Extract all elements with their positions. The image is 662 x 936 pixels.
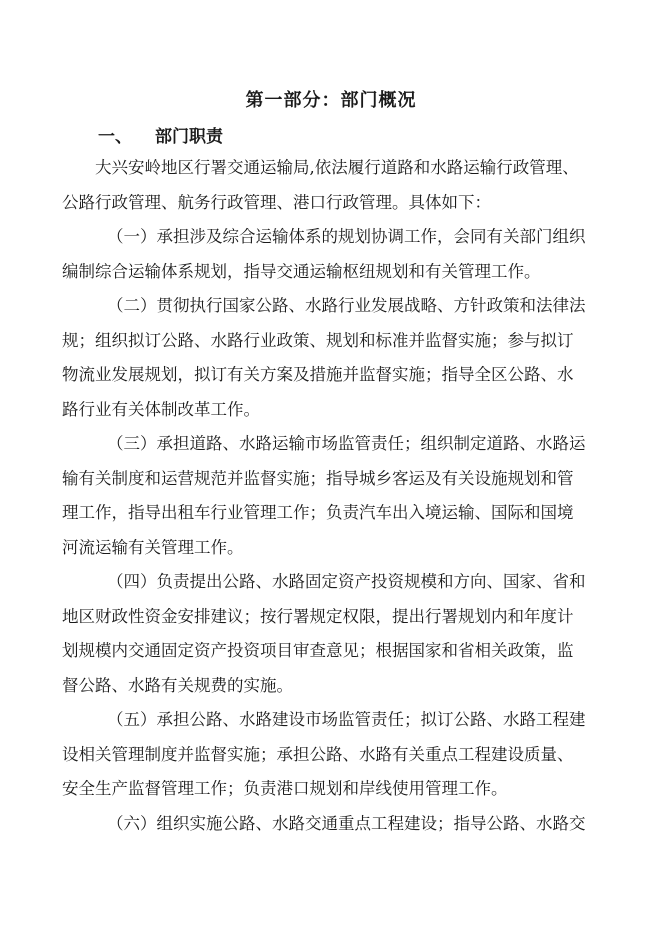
paragraph-1-line-2: 公路行政管理、航务行政管理、港口行政管理。具体如下： [62, 192, 491, 212]
paragraph-6-line-1: （五）承担公路、水路建设市场监管责任；拟订公路、水路工程建 [107, 710, 586, 729]
paragraph-1-line-1: 大兴安岭地区行署交通运输局,依法履行道路和水路运输行政管理、 [95, 158, 579, 177]
paragraph-2-line-2: 编制综合运输体系规划，指导交通运输枢纽规划和有关管理工作。 [62, 261, 541, 281]
section-title: 部门职责 [155, 127, 223, 147]
paragraph-7-line-1: （六）组织实施公路、水路交通重点工程建设；指导公路、水路交 [107, 813, 586, 833]
paragraph-5-line-1: （四）负责提出公路、水路固定资产投资规模和方向、国家、省和 [107, 572, 586, 591]
paragraph-3-line-2: 规；组织拟订公路、水路行业政策、规划和标准并监督实施；参与拟订 [62, 330, 574, 350]
paragraph-4-line-2: 输有关制度和运营规范并监督实施；指导城乡客运及有关设施规划和管 [62, 468, 574, 488]
paragraph-6-line-3: 安全生产监督管理工作；负责港口规划和岸线使用管理工作。 [62, 779, 508, 798]
paragraph-3-line-3: 物流业发展规划，拟订有关方案及措施并监督实施；指导全区公路、水 [62, 365, 574, 384]
paragraph-4-line-3: 理工作，指导出租车行业管理工作；负责汽车出入境运输、国际和国境 [62, 503, 574, 522]
page-title: 第一部分：部门概况 [245, 90, 417, 111]
paragraph-2-line-1: （一）承担涉及综合运输体系的规划协调工作，会同有关部门组织 [107, 227, 586, 246]
paragraph-3-line-1: （二）贯彻执行国家公路、水路行业发展战略、方针政策和法律法 [107, 296, 586, 315]
section-heading [98, 122, 223, 147]
paragraph-3-line-4: 路行业有关体制改革工作。 [62, 399, 260, 419]
paragraph-5-line-4: 督公路、水路有关规费的实施。 [62, 675, 293, 695]
paragraph-5-line-3: 划规模内交通固定资产投资项目审查意见；根据国家和省相关政策，监 [62, 641, 574, 660]
paragraph-6-line-2: 设相关管理制度并监督实施；承担公路、水路有关重点工程建设质量、 [62, 744, 574, 764]
paragraph-4-line-1: （三）承担道路、水路运输市场监管责任；组织制定道路、水路运 [107, 434, 586, 453]
paragraph-5-line-2: 地区财政性资金安排建议；按行署规定权限，提出行署规划内和年度计 [62, 606, 574, 626]
paragraph-4-line-4: 河流运输有关管理工作。 [62, 537, 244, 557]
section-number: 一、 [98, 127, 132, 147]
